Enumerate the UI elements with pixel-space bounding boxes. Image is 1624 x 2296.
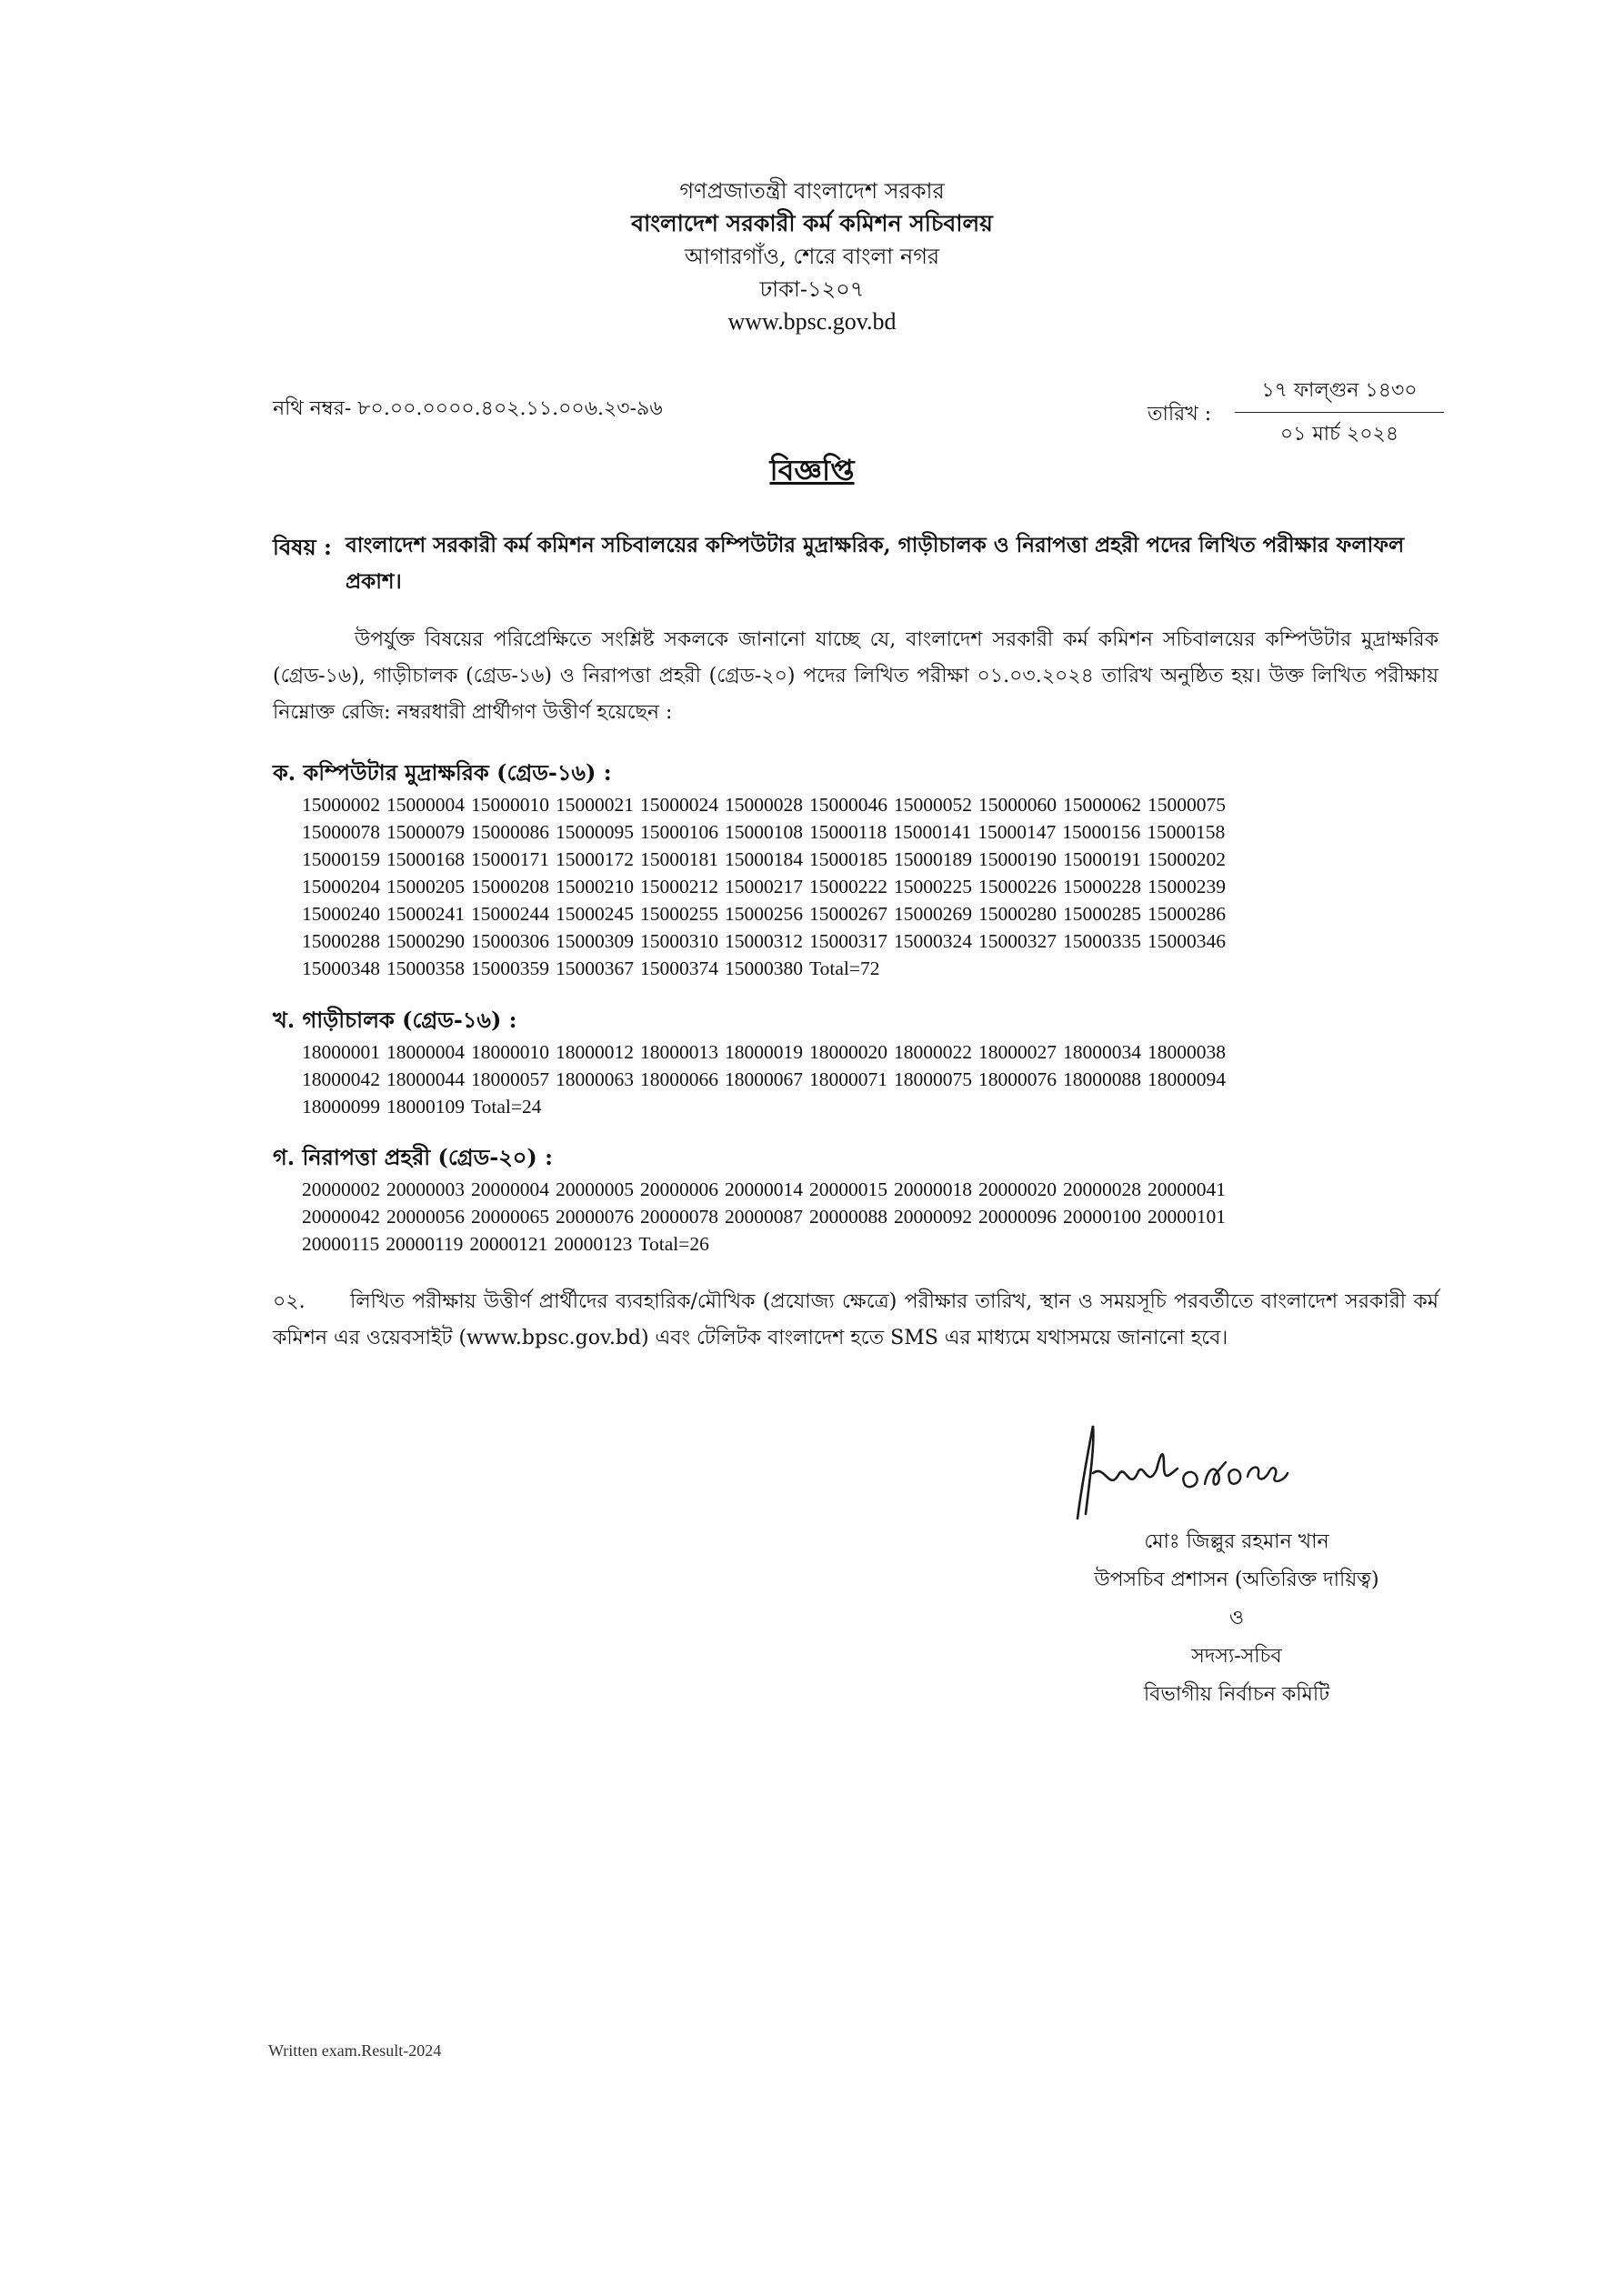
roll-number: 15000079 bbox=[386, 821, 465, 843]
roll-number: 15000141 bbox=[893, 821, 972, 843]
roll-number: 20000100 bbox=[1063, 1206, 1141, 1228]
roll-number: 18000012 bbox=[556, 1041, 634, 1063]
roll-number: 18000020 bbox=[809, 1041, 887, 1063]
roll-number: 20000006 bbox=[640, 1178, 718, 1200]
roll-number: 15000191 bbox=[1063, 848, 1141, 870]
roll-number: 20000018 bbox=[894, 1178, 972, 1200]
subject-label: বিষয় : bbox=[273, 534, 332, 560]
roll-number: 18000094 bbox=[1148, 1068, 1226, 1090]
roll-number: 18000013 bbox=[640, 1041, 718, 1063]
roll-number: 15000060 bbox=[978, 794, 1057, 816]
signatory-designation: উপসচিব প্রশাসন (অতিরিক্ত দায়িত্ব) bbox=[1094, 1569, 1379, 1591]
roll-number: 15000359 bbox=[471, 958, 549, 979]
roll-number: 15000172 bbox=[556, 848, 634, 870]
roll-number: 20000076 bbox=[556, 1206, 634, 1228]
roll-number: 20000119 bbox=[386, 1233, 464, 1255]
roll-number: 15000288 bbox=[302, 930, 380, 952]
roll-row bbox=[302, 818, 1439, 846]
roll-number: 15000348 bbox=[302, 958, 380, 979]
roll-number: 15000327 bbox=[978, 930, 1057, 952]
roll-number: 18000034 bbox=[1063, 1041, 1141, 1063]
roll-number: 20000002 bbox=[302, 1178, 380, 1200]
roll-number: 18000042 bbox=[302, 1068, 380, 1090]
date-label: তারিখ : bbox=[1148, 403, 1212, 426]
roll-number: 20000123 bbox=[554, 1233, 633, 1255]
roll-list-driver bbox=[302, 1038, 1439, 1120]
roll-number: 15000380 bbox=[725, 958, 803, 979]
roll-number: 20000041 bbox=[1148, 1178, 1226, 1200]
roll-number: 18000088 bbox=[1063, 1068, 1141, 1090]
signatory-conjunction: ও bbox=[1228, 1607, 1245, 1629]
subject-text: বাংলাদেশ সরকারী কর্ম কমিশন সচিবালয়ের কম্পিউটার মুদ্রাক্ষরিক, গাড়ীচালক ও নিরাপত্তা প্রহরী পদের লিখিত পরীক্ষার ফলাফল প্রকাশ। bbox=[346, 533, 1405, 594]
roll-number: 18000066 bbox=[640, 1068, 718, 1090]
roll-total: Total=72 bbox=[809, 958, 880, 979]
roll-number: 15000210 bbox=[556, 876, 634, 897]
roll-number: 15000286 bbox=[1148, 903, 1226, 925]
roll-number: 15000010 bbox=[471, 794, 549, 816]
roll-number: 18000057 bbox=[471, 1068, 549, 1090]
roll-number: 15000168 bbox=[386, 848, 465, 870]
roll-number: 15000212 bbox=[640, 876, 718, 897]
signatory-role: সদস্য-সচিব bbox=[1191, 1645, 1282, 1668]
roll-number: 15000024 bbox=[640, 794, 718, 816]
roll-number: 18000038 bbox=[1148, 1041, 1226, 1063]
roll-number: 18000022 bbox=[894, 1041, 972, 1063]
roll-number: 15000171 bbox=[471, 848, 549, 870]
roll-number: 15000002 bbox=[302, 794, 380, 816]
roll-number: 15000147 bbox=[977, 821, 1057, 843]
roll-number: 18000071 bbox=[809, 1068, 887, 1090]
roll-row bbox=[302, 1038, 1439, 1066]
roll-number: 18000004 bbox=[386, 1041, 465, 1063]
roll-number: 15000062 bbox=[1063, 794, 1141, 816]
office-name: বাংলাদেশ সরকারী কর্ম কমিশন সচিবালয় bbox=[631, 210, 993, 236]
signatory-name: মোঃ জিল্লুর রহমান খান bbox=[1144, 1530, 1329, 1553]
roll-number: 15000245 bbox=[556, 903, 634, 925]
roll-number: 15000190 bbox=[978, 848, 1057, 870]
roll-number: 20000115 bbox=[302, 1233, 380, 1255]
roll-row bbox=[302, 955, 1439, 982]
roll-list-typist bbox=[302, 791, 1439, 982]
roll-number: 15000310 bbox=[640, 930, 718, 952]
government-name: গণপ্রজাতন্ত্রী বাংলাদেশ সরকার bbox=[679, 178, 945, 204]
roll-number: 18000067 bbox=[725, 1068, 803, 1090]
roll-number: 18000076 bbox=[978, 1068, 1057, 1090]
roll-number: 20000028 bbox=[1063, 1178, 1141, 1200]
date-divider bbox=[1235, 412, 1444, 413]
roll-number: 15000181 bbox=[640, 848, 718, 870]
roll-number: 20000056 bbox=[386, 1206, 465, 1228]
roll-number: 18000044 bbox=[386, 1068, 465, 1090]
roll-row bbox=[302, 1176, 1439, 1203]
section-heading-typist: ক. কম্পিউটার মুদ্রাক্ষরিক (গ্রেড-১৬) : bbox=[273, 759, 612, 786]
roll-number: 15000255 bbox=[640, 903, 718, 925]
roll-number: 20000005 bbox=[556, 1178, 634, 1200]
roll-number: 20000065 bbox=[471, 1206, 549, 1228]
roll-number: 15000241 bbox=[386, 903, 465, 925]
roll-number: 20000014 bbox=[725, 1178, 803, 1200]
roll-number: 15000204 bbox=[302, 876, 380, 897]
footer-label: Written exam.Result-2024 bbox=[268, 2041, 442, 2060]
roll-number: 15000106 bbox=[640, 821, 718, 843]
roll-number: 15000244 bbox=[471, 903, 549, 925]
roll-row bbox=[302, 900, 1439, 927]
roll-number: 15000306 bbox=[471, 930, 549, 952]
reference-number: নথি নম্বর- ৮০.০০.০০০০.৪০২.১১.০০৬.২৩-৯৬ bbox=[273, 397, 663, 420]
body-paragraph: উপর্যুক্ত বিষয়ের পরিপ্রেক্ষিতে সংশ্লিষ্ট সকলকে জানানো যাচ্ছে যে, বাংলাদেশ সরকারী কর্ম কমিশন সচিবালয়ের কম্পিউটার মুদ্রাক্ষরিক (গ্রেড-১৬), গাড়ীচালক (গ্রেড-১৬) ও নিরাপত্তা প্রহরী (গ্রেড-২০) পদের লিখিত পরীক্ষা ০১.০৩.২০২৪ তারিখ অনুষ্ঠিত হয়। উক্ত লিখিত পরীক্ষায় নিম্নোক্ত রেজি: নম্বরধারী প্রার্থীগণ উত্তীর্ণ হয়েছেন : bbox=[273, 628, 1439, 724]
roll-number: 20000087 bbox=[725, 1206, 803, 1228]
roll-number: 15000078 bbox=[302, 821, 380, 843]
roll-number: 15000202 bbox=[1148, 848, 1226, 870]
roll-total: Total=24 bbox=[471, 1096, 542, 1118]
roll-number: 18000099 bbox=[302, 1096, 380, 1118]
roll-total: Total=26 bbox=[638, 1233, 709, 1255]
roll-number: 15000159 bbox=[302, 848, 380, 870]
roll-list-guard bbox=[302, 1176, 1439, 1258]
address-line: আগারগাঁও, শেরে বাংলা নগর bbox=[684, 244, 940, 269]
roll-number: 15000280 bbox=[978, 903, 1057, 925]
roll-number: 18000063 bbox=[556, 1068, 634, 1090]
roll-number: 20000003 bbox=[386, 1178, 465, 1200]
roll-row bbox=[302, 791, 1439, 818]
letterhead bbox=[0, 175, 1624, 338]
roll-number: 20000096 bbox=[978, 1206, 1057, 1228]
signatory-committee: বিভাগীয় নির্বাচন কমিটি bbox=[1143, 1683, 1330, 1706]
notice-paragraph bbox=[273, 1284, 1439, 1357]
roll-number: 15000028 bbox=[725, 794, 803, 816]
roll-number: 18000075 bbox=[894, 1068, 972, 1090]
roll-row bbox=[302, 873, 1439, 900]
roll-number: 15000156 bbox=[1062, 821, 1141, 843]
roll-number: 15000267 bbox=[809, 903, 887, 925]
roll-number: 15000075 bbox=[1148, 794, 1226, 816]
roll-number: 20000078 bbox=[640, 1206, 718, 1228]
roll-number: 15000108 bbox=[725, 821, 803, 843]
date-english: ০১ মার্চ ২০২৪ bbox=[1279, 423, 1399, 446]
roll-number: 15000358 bbox=[386, 958, 465, 979]
section-heading-driver: খ. গাড়ীচালক (গ্রেড-১৬) : bbox=[273, 1007, 517, 1033]
roll-number: 20000015 bbox=[809, 1178, 887, 1200]
roll-row bbox=[302, 1203, 1439, 1230]
signatory-details bbox=[991, 1523, 1482, 1714]
roll-number: 15000185 bbox=[809, 848, 887, 870]
roll-number: 20000020 bbox=[978, 1178, 1057, 1200]
roll-row bbox=[302, 846, 1439, 873]
roll-number: 20000092 bbox=[894, 1206, 972, 1228]
date-bangla: ১৭ ফাল্গুন ১৪৩০ bbox=[1261, 379, 1418, 402]
notice-title: বিজ্ঞপ্তি bbox=[769, 453, 855, 487]
roll-number: 20000088 bbox=[809, 1206, 887, 1228]
paragraph-number: ০২. bbox=[273, 1290, 306, 1313]
roll-number: 15000346 bbox=[1148, 930, 1226, 952]
website-link[interactable]: www.bpsc.gov.bd bbox=[727, 308, 897, 335]
roll-number: 18000001 bbox=[302, 1041, 380, 1063]
roll-number: 15000086 bbox=[471, 821, 549, 843]
roll-row bbox=[302, 1230, 1439, 1258]
roll-number: 15000367 bbox=[556, 958, 634, 979]
roll-row bbox=[302, 1093, 1439, 1120]
roll-number: 15000208 bbox=[471, 876, 549, 897]
roll-number: 15000189 bbox=[894, 848, 972, 870]
roll-number: 15000158 bbox=[1147, 821, 1226, 843]
roll-number: 18000109 bbox=[386, 1096, 465, 1118]
roll-row bbox=[302, 1066, 1439, 1093]
roll-number: 15000269 bbox=[894, 903, 972, 925]
section-heading-guard: গ. নিরাপত্তা প্রহরী (গ্রেড-২০) : bbox=[273, 1144, 553, 1170]
notice-text: লিখিত পরীক্ষায় উত্তীর্ণ প্রার্থীদের ব্যবহারিক/মৌখিক (প্রযোজ্য ক্ষেত্রে) পরীক্ষার তারিখ, স্থান ও সময়সূচি পরবর্তীতে বাংলাদেশ সরকারী কর্ম কমিশন এর ওয়েবসাইট (www.bpsc.gov.bd) এবং টেলিটক বাংলাদেশ হতে SMS এর মাধ্যমে যথাসময়ে জানানো হবে। bbox=[273, 1290, 1439, 1349]
roll-number: 15000118 bbox=[809, 821, 887, 843]
handwritten-signature bbox=[991, 1419, 1482, 1528]
roll-number: 15000335 bbox=[1063, 930, 1141, 952]
roll-number: 15000256 bbox=[725, 903, 803, 925]
roll-number: 15000205 bbox=[386, 876, 465, 897]
roll-number: 15000239 bbox=[1148, 876, 1226, 897]
roll-number: 18000027 bbox=[978, 1041, 1057, 1063]
roll-number: 15000285 bbox=[1063, 903, 1141, 925]
roll-number: 15000324 bbox=[894, 930, 972, 952]
roll-number: 15000217 bbox=[725, 876, 803, 897]
roll-number: 15000052 bbox=[894, 794, 972, 816]
roll-number: 20000101 bbox=[1148, 1206, 1226, 1228]
roll-number: 15000226 bbox=[978, 876, 1057, 897]
roll-number: 15000225 bbox=[894, 876, 972, 897]
roll-number: 20000121 bbox=[469, 1233, 548, 1255]
roll-number: 15000095 bbox=[556, 821, 634, 843]
roll-row bbox=[302, 927, 1439, 955]
date-block bbox=[1235, 375, 1444, 452]
roll-number: 15000004 bbox=[386, 794, 465, 816]
roll-number: 18000019 bbox=[725, 1041, 803, 1063]
roll-number: 15000021 bbox=[556, 794, 634, 816]
roll-number: 20000042 bbox=[302, 1206, 380, 1228]
roll-number: 15000184 bbox=[725, 848, 803, 870]
roll-number: 15000228 bbox=[1063, 876, 1141, 897]
roll-number: 15000312 bbox=[725, 930, 803, 952]
roll-number: 15000046 bbox=[809, 794, 887, 816]
roll-number: 18000010 bbox=[471, 1041, 549, 1063]
roll-number: 15000290 bbox=[386, 930, 465, 952]
roll-number: 15000222 bbox=[809, 876, 887, 897]
roll-number: 20000004 bbox=[471, 1178, 549, 1200]
roll-number: 15000240 bbox=[302, 903, 380, 925]
roll-number: 15000374 bbox=[640, 958, 718, 979]
roll-number: 15000309 bbox=[556, 930, 634, 952]
roll-number: 15000317 bbox=[809, 930, 887, 952]
city-line: ঢাকা-১২০৭ bbox=[759, 276, 865, 302]
